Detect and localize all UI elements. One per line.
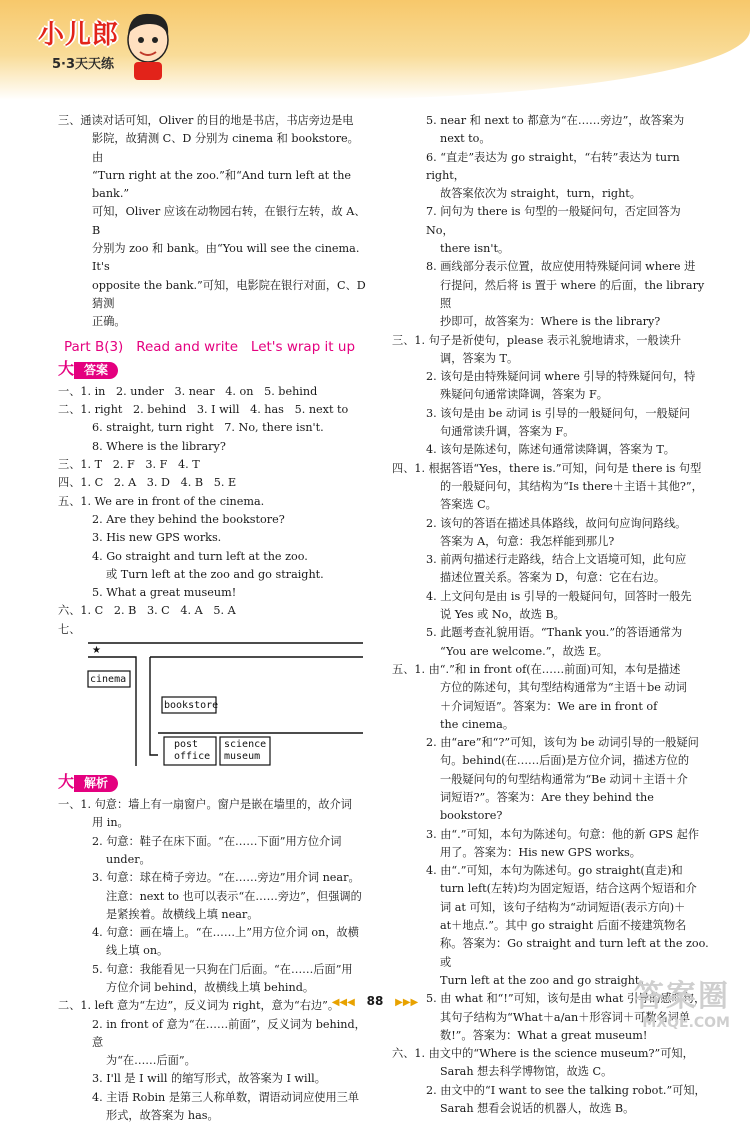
text-line: 方位介词 behind，故横线上填 behind。 bbox=[106, 980, 315, 994]
text-line: 三、1. 句子是祈使句，please 表示礼貌地请求，一般读升 bbox=[392, 333, 682, 347]
star-icon: ★ bbox=[92, 645, 101, 657]
watermark bbox=[634, 971, 730, 1031]
text-line: 线上填 on。 bbox=[106, 944, 169, 958]
map-label-bookstore: bookstore bbox=[164, 700, 219, 712]
text-line: 答案为 A，句意：我怎样能到那儿? bbox=[440, 534, 615, 548]
text-line: 7. 问句为 there is 句型的一般疑问句，否定回答为 No， bbox=[426, 205, 681, 237]
text-line: 2. in front of 意为“在……前面”，反义词为 behind，意 bbox=[92, 1017, 366, 1049]
text-line: 方位的陈述句，其句型结构通常为“主语＋be 动词 bbox=[440, 681, 687, 695]
text-line: 8. 画线部分表示位置，故应使用特殊疑问词 where 进 bbox=[426, 260, 696, 274]
text-line: 殊疑问句通常读降调，答案为 F。 bbox=[440, 388, 608, 402]
text-line: 称。答案为：Go straight and turn left at the zoo. 或 bbox=[440, 937, 709, 969]
answer-line: 五、1. We are in front of the cinema. bbox=[58, 494, 265, 508]
text-line: 5. 由 what 和“!”可知，该句是由 what 引导的感叹句， bbox=[426, 992, 706, 1006]
answer-line: 4. Go straight and turn left at the zoo. bbox=[92, 549, 308, 563]
text-line: Sarah 想去科学博物馆，故选 C。 bbox=[440, 1065, 613, 1079]
text-line: 5. 此题考查礼貌用语。“Thank you.”的答语通常为 bbox=[426, 626, 683, 640]
text-line: 正确。 bbox=[92, 315, 126, 329]
route-map bbox=[58, 641, 370, 769]
text-line: 一、1. 句意：墙上有一扇窗户。窗户是嵌在墙里的，故介词 bbox=[58, 798, 352, 812]
text-line: 4. 该句是陈述句，陈述句通常读降调，答案为 T。 bbox=[426, 443, 675, 457]
text-line: 三、通读对话可知，Oliver 的目的地是书店，书店旁边是电 bbox=[58, 114, 354, 127]
text-line: the cinema。 bbox=[440, 717, 515, 731]
text-line: 抄即可，故答案为：Where is the library? bbox=[440, 315, 661, 329]
left-column bbox=[58, 112, 370, 1125]
text-line: 可知，Oliver 应该在动物园右转，在银行左转，故 A、B bbox=[92, 205, 366, 237]
text-line: Sarah 想看会说话的机器人，故选 B。 bbox=[440, 1102, 635, 1116]
text-line: Turn left at the zoo and go straight。 bbox=[440, 973, 651, 987]
text-line: 3. 句意：球在椅子旁边。“在……旁边”用介词 near。 bbox=[92, 871, 360, 885]
answer-line: 七、 bbox=[58, 622, 81, 636]
text-line: 为“在……后面”。 bbox=[106, 1054, 196, 1068]
answer-line: 三、1. T 2. F 3. F 4. T bbox=[58, 458, 200, 472]
text-line: 2. 由文中的“I want to see the talking robot.”可知， bbox=[426, 1083, 706, 1097]
answer-line: 四、1. C 2. A 3. D 4. B 5. E bbox=[58, 476, 237, 490]
answer-line: 6. straight, turn right 7. No, there isn't. bbox=[92, 421, 324, 435]
text-line: ＋介词短语”。答案为：We are in front of bbox=[440, 699, 658, 713]
text-line: turn left(左转)均为固定短语，结合这两个短语和介 bbox=[440, 882, 697, 896]
text-line: 形式，故答案为 has。 bbox=[106, 1109, 219, 1123]
logo-subtitle: 5·3天天练 bbox=[52, 57, 115, 72]
mascot-boy-icon bbox=[120, 6, 176, 82]
text-line: 五、1. 由“.”和 in front of(在……前面)可知，本句是描述 bbox=[392, 662, 681, 676]
analysis-tag: 大 解析 bbox=[62, 775, 118, 792]
text-line: 二、1. left 意为“左边”，反义词为 right，意为“右边”。 bbox=[58, 999, 340, 1013]
text-line: 答案选 C。 bbox=[440, 498, 497, 512]
text-line: 2. 该句是由特殊疑问词 where 引导的特殊疑问句，特 bbox=[426, 370, 696, 384]
text-line: 四、1. 根据答语“Yes，there is.”可知，问句是 there is 句型 bbox=[392, 461, 702, 475]
watermark-line2: MXQE.COM bbox=[642, 1015, 730, 1031]
map-label-cinema: cinema bbox=[90, 674, 127, 686]
section3-explanation bbox=[58, 112, 370, 332]
answer-line: 或 Turn left at the zoo and go straight. bbox=[106, 567, 324, 581]
map-label-post: post bbox=[174, 739, 199, 751]
text-line: 词 at 可知，该句子结构为“动词短语(表示方向)＋ bbox=[440, 900, 686, 914]
text-line: 故答案依次为 straight，turn，right。 bbox=[440, 187, 641, 201]
text-line: 4. 句意：画在墙上。“在……上”用方位介词 on，故横 bbox=[92, 926, 359, 940]
text-line: 的一般疑问句，其结构为“Is there＋主语＋其他?”， bbox=[440, 479, 703, 493]
right-arrows-icon: ▶▶▶ bbox=[395, 997, 419, 1008]
page-number: 88 bbox=[366, 994, 384, 1008]
left-arrows-icon: ◀◀◀ bbox=[331, 997, 355, 1008]
text-line: 4. 上文问句是由 is 引导的一般疑问句，回答时一般先 bbox=[426, 589, 692, 603]
part-title: Part B(3) Read and write Let's wrap it up bbox=[64, 338, 356, 355]
map-label-science: science bbox=[224, 739, 267, 751]
text-line: 3. 前两句描述行走路线，结合上文语境可知，此句应 bbox=[426, 553, 687, 567]
answer-line: 二、1. right 2. behind 3. I will 4. has 5. next to bbox=[58, 403, 349, 417]
answer-line: 3. His new GPS works. bbox=[92, 531, 222, 545]
text-line: 一般疑问句的句型结构通常为“Be 动词＋主语＋介 bbox=[440, 772, 688, 786]
text-line: 用了。答案为：His new GPS works。 bbox=[440, 845, 641, 859]
watermark-line1: 答案圈 bbox=[634, 979, 730, 1014]
text-line: 3. 该句是由 be 动词 is 引导的一般疑问句，一般疑问 bbox=[426, 406, 691, 420]
text-line: 6. “直走”表达为 go straight，“右转”表达为 turn right， bbox=[426, 150, 680, 182]
analysis-left-block bbox=[58, 796, 370, 1125]
text-line: 2. 由“are”和“?”可知，该句为 be 动词引导的一般疑问 bbox=[426, 736, 699, 750]
text-line: opposite the bank.”可知，电影院在银行对面，C、D 猜测 bbox=[92, 278, 366, 310]
answers-block bbox=[58, 383, 370, 639]
answer-line: 8. Where is the library? bbox=[92, 439, 226, 453]
answer-line: 一、1. in 2. under 3. near 4. on 5. behind bbox=[58, 384, 318, 398]
text-line: 六、1. 由文中的“Where is the science museum?”可知， bbox=[392, 1047, 694, 1061]
map-label-office: office bbox=[174, 751, 211, 763]
text-line: 描述位置关系。答案为 D，句意：它在右边。 bbox=[440, 571, 666, 585]
text-line: 4. 由“.”可知，本句为陈述句。go straight(直走)和 bbox=[426, 864, 683, 878]
text-line: 4. 主语 Robin 是第三人称单数，谓语动词应使用三单 bbox=[92, 1090, 360, 1104]
text-line: 5. 句意：我能看见一只狗在门后面。“在……后面”用 bbox=[92, 962, 353, 976]
text-line: 影院，故猜测 C、D 分别为 cinema 和 bookstore。由 bbox=[92, 132, 359, 164]
logo-title: 小儿郎 bbox=[38, 20, 120, 50]
text-line: 2. 句意：鞋子在床下面。“在……下面”用方位介词 bbox=[92, 834, 342, 848]
text-line: 用 in。 bbox=[92, 816, 129, 830]
right-column bbox=[392, 112, 710, 1118]
answer-line: 六、1. C 2. B 3. C 4. A 5. A bbox=[58, 604, 236, 618]
text-line: next to。 bbox=[440, 132, 491, 146]
text-line: 3. 由“.”可知，本句为陈述句。句意：他的新 GPS 起作 bbox=[426, 827, 700, 841]
text-line: “Turn right at the zoo.”和“And turn left at the bank.” bbox=[92, 168, 352, 201]
answers-tag: 大 答案 bbox=[62, 362, 118, 379]
text-line: “You are welcome.”，故选 E。 bbox=[440, 644, 608, 658]
text-line: 是紧挨着。故横线上填 near。 bbox=[106, 907, 259, 921]
answer-line: 2. Are they behind the bookstore? bbox=[92, 512, 285, 526]
answer-line: 5. What a great museum! bbox=[92, 586, 237, 600]
brand-logo bbox=[38, 14, 119, 72]
text-line: 数!”。答案为：What a great museum! bbox=[440, 1028, 648, 1042]
text-line: 分别为 zoo 和 bank。由“You will see the cinema. It's bbox=[92, 242, 360, 274]
page-header bbox=[0, 0, 750, 100]
text-line: 注意：next to 也可以表示“在……旁边”，但强调的 bbox=[106, 889, 362, 903]
text-line: 3. I'll 是 I will 的缩写形式，故答案为 I will。 bbox=[92, 1072, 326, 1086]
text-line: under。 bbox=[106, 852, 151, 866]
text-line: 2. 该句的答语在描述具体路线，故问句应询问路线。 bbox=[426, 516, 687, 530]
text-line: 句。behind(在……后面)是方位介词，描述方位的 bbox=[440, 754, 690, 768]
text-line: at＋地点.”。其中 go straight 后面不接建筑物名 bbox=[440, 919, 687, 933]
text-line: 5. near 和 next to 都意为“在……旁边”，故答案为 bbox=[426, 114, 685, 127]
text-line: 词短语?”。答案为：Are they behind the bookstore? bbox=[440, 790, 654, 823]
text-line: 句通常读升调，答案为 F。 bbox=[440, 425, 575, 439]
text-line: 调，答案为 T。 bbox=[440, 351, 519, 365]
text-line: there isn't。 bbox=[440, 242, 510, 256]
text-line: 说 Yes 或 No，故选 B。 bbox=[440, 608, 565, 622]
text-line: 其句子结构为“What＋a/an＋形容词＋可数名词单 bbox=[440, 1010, 691, 1024]
text-line: 行提问，然后将 is 置于 where 的后面，the library 照 bbox=[440, 278, 705, 310]
map-label-museum: museum bbox=[224, 751, 261, 763]
